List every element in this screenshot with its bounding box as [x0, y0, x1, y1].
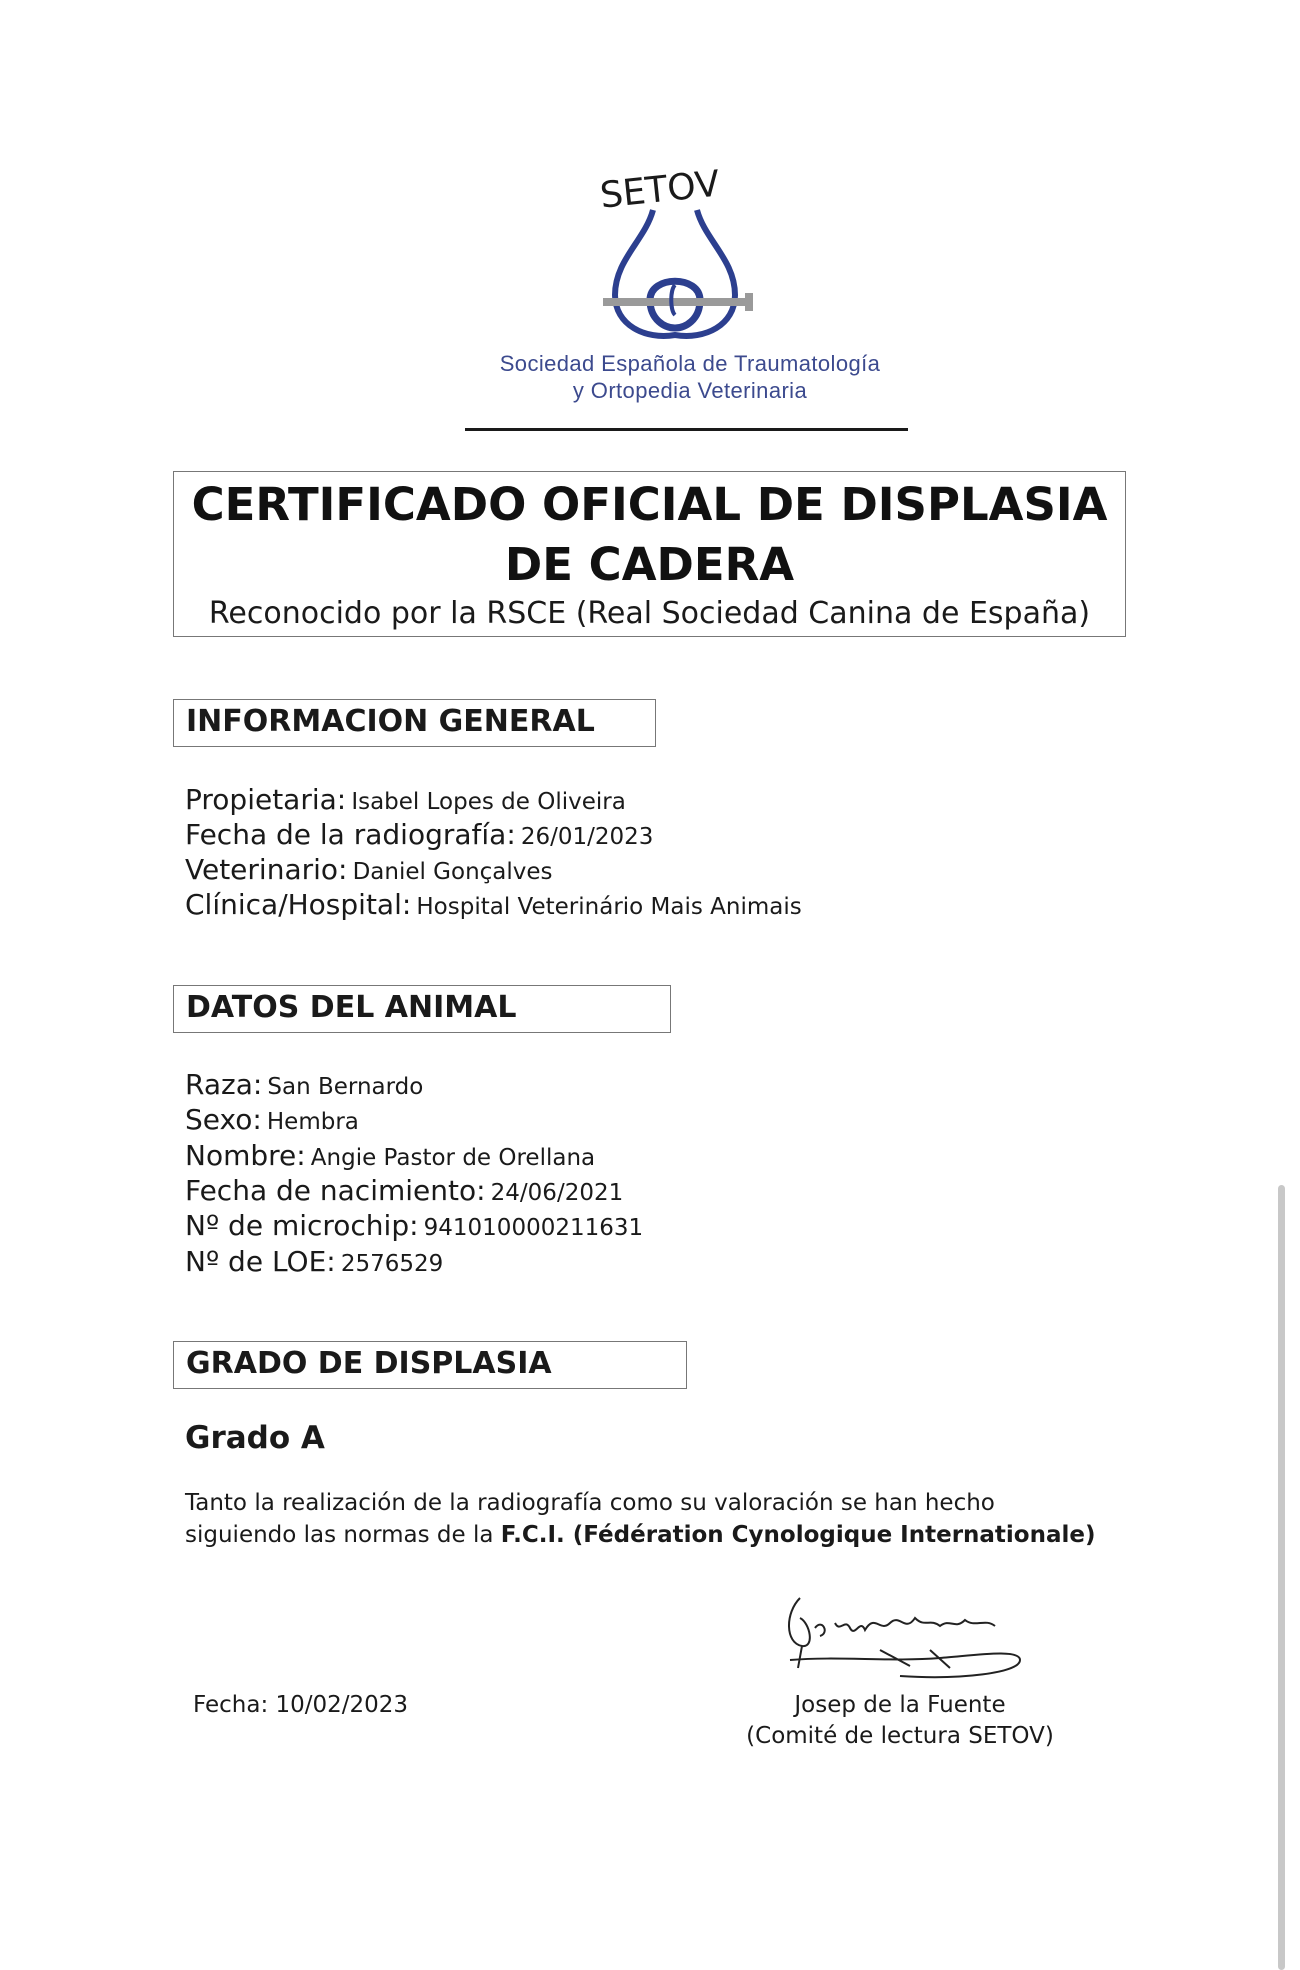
grade-value: Grado A — [185, 1420, 325, 1456]
field-veterinarian — [185, 855, 553, 889]
certificate-title-line1: CERTIFICADO OFICIAL DE DISPLASIA — [191, 478, 1108, 531]
fci-reference: F.C.I. (Fédération Cynologique Internationale) — [500, 1522, 1096, 1548]
issue-date: Fecha: 10/02/2023 — [193, 1692, 409, 1718]
field-value: Angie Pastor de Orellana — [310, 1145, 596, 1171]
field-value: 24/06/2021 — [490, 1180, 624, 1206]
signature — [780, 1588, 1030, 1687]
field-label: Clínica/Hospital: — [185, 888, 412, 921]
field-clinic — [185, 890, 802, 924]
field-value: Hospital Veterinário Mais Animais — [416, 894, 802, 920]
field-name — [185, 1141, 595, 1175]
field-breed — [185, 1070, 423, 1104]
field-label: Veterinario: — [185, 853, 348, 886]
field-sex — [185, 1105, 359, 1139]
logo-subtitle-line2: y Ortopedia Veterinaria — [572, 378, 808, 403]
field-loe — [185, 1247, 443, 1281]
field-value: San Bernardo — [267, 1074, 424, 1100]
field-label: Nº de LOE: — [185, 1245, 336, 1278]
grade-text-line2 — [185, 1522, 1096, 1548]
field-value: 26/01/2023 — [520, 824, 654, 850]
signer-role: (Comité de lectura SETOV) — [746, 1723, 1054, 1749]
scrollbar[interactable] — [1278, 1185, 1285, 1970]
grade-text-line1: Tanto la realización de la radiografía como su valoración se han hecho — [185, 1490, 995, 1516]
field-value: Hembra — [266, 1109, 359, 1135]
certificate-title-line2: DE CADERA — [504, 538, 795, 591]
field-label: Nº de microchip: — [185, 1209, 419, 1242]
section-header-grade: GRADO DE DISPLASIA — [173, 1341, 687, 1389]
field-value: 941010000211631 — [423, 1215, 644, 1241]
field-label: Propietaria: — [185, 783, 347, 816]
field-label: Nombre: — [185, 1139, 306, 1172]
grade-text-plain: siguiendo las normas de la — [185, 1522, 501, 1548]
field-birth-date — [185, 1176, 623, 1210]
field-owner — [185, 785, 626, 819]
certificate-subtitle: Reconocido por la RSCE (Real Sociedad Canina de España) — [208, 596, 1091, 631]
field-label: Raza: — [185, 1068, 263, 1101]
field-microchip — [185, 1211, 643, 1245]
logo-subtitle-line1: Sociedad Española de Traumatología — [499, 351, 881, 376]
field-label: Sexo: — [185, 1103, 262, 1136]
field-label: Fecha de la radiografía: — [185, 818, 516, 851]
field-label: Fecha de nacimiento: — [185, 1174, 486, 1207]
field-xray-date — [185, 820, 653, 854]
signer-name: Josep de la Fuente — [794, 1692, 1006, 1718]
field-value: 2576529 — [340, 1251, 444, 1277]
section-header-animal: DATOS DEL ANIMAL — [173, 985, 671, 1033]
logo-wordmark: SETOV — [598, 163, 722, 217]
section-header-general: INFORMACION GENERAL — [173, 699, 656, 747]
setov-logo — [575, 150, 785, 354]
field-value: Daniel Gonçalves — [352, 859, 553, 885]
logo-divider — [465, 428, 908, 431]
field-value: Isabel Lopes de Oliveira — [351, 789, 626, 815]
